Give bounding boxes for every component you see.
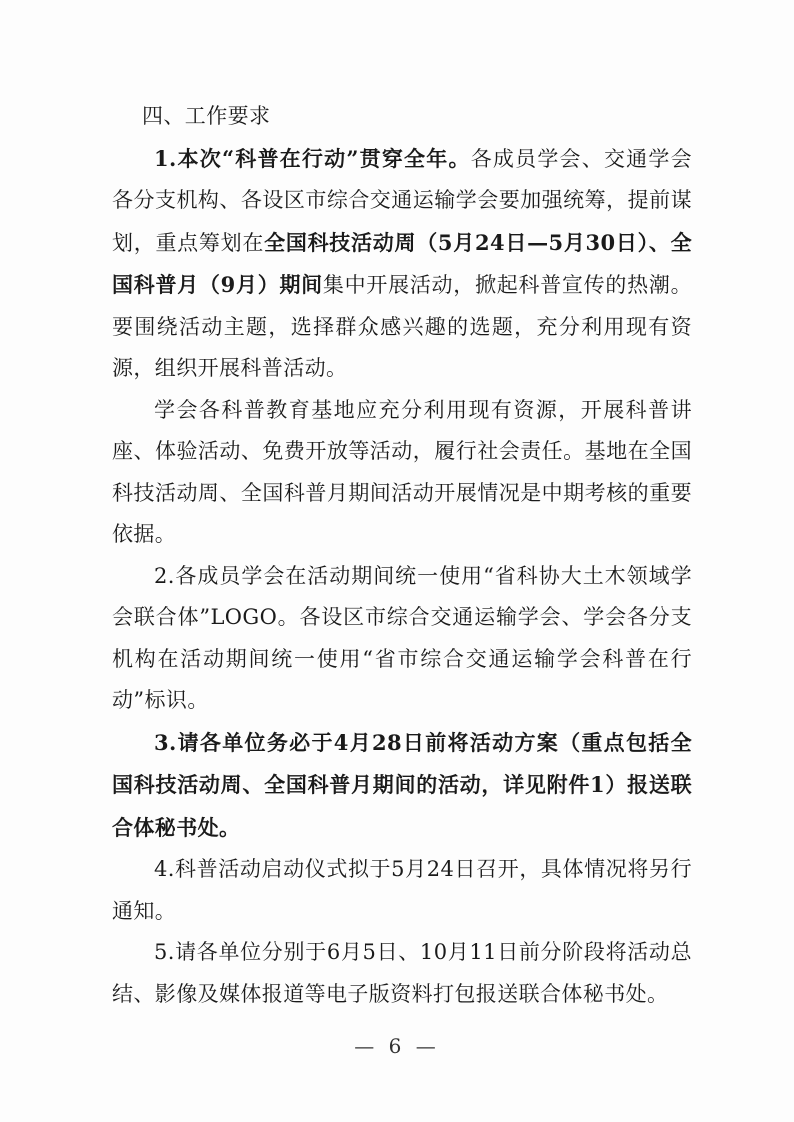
paragraph-5 [112,849,692,932]
paragraph-3 [112,556,692,722]
paragraph-4 [112,722,692,850]
paragraph-6-text: 5.请各单位分别于6月5日、10月11日前分阶段将活动总结、影像及媒体报道等电子版资料打包报送联合体秘书处。 [112,940,692,1006]
paragraph-1-lead: 1.本次“科普在行动”贯穿全年。 [154,145,471,171]
page-number: — 6 — [354,1034,440,1058]
paragraph-1-emphasis: 全国科技活动周（5月24日—5月30日）、全国科普月（9月）期间 [112,229,692,297]
paragraph-3-text: 2.各成员学会在活动期间统一使用“省科协大土木领域学会联合体”LOGO。各设区市综合交通运输学会、学会各分支机构在活动期间统一使用“省市综合交通运输学会科普在行动”标识。 [112,563,692,712]
paragraph-6 [112,932,692,1015]
paragraph-1 [112,138,692,390]
document-body [112,96,692,1015]
paragraph-1-text-b: 集中开展活动，掀起科普宣传的热潮。要围绕活动主题，选择群众感兴趣的选题，充分利用现有资源，组织开展科普活动。 [112,273,692,380]
paragraph-2 [112,390,692,556]
paragraph-4-text: 3.请各单位务必于4月28日前将活动方案（重点包括全国科技活动周、全国科普月期间的活动，详见附件1）报送联合体秘书处。 [112,729,692,840]
paragraph-2-text: 学会各科普教育基地应充分利用现有资源，开展科普讲座、体验活动、免费开放等活动，履行社会责任。基地在全国科技活动周、全国科普月期间活动开展情况是中期考核的重要依据。 [112,397,692,546]
paragraph-1-text-a: 各成员学会、交通学会各分支机构、各设区市综合交通运输学会要加强统筹，提前谋划，重点筹划在 [112,146,693,255]
section-heading: 四、工作要求 [142,104,271,128]
paragraph-5-text: 4.科普活动启动仪式拟于5月24日召开，具体情况将另行通知。 [112,857,692,923]
